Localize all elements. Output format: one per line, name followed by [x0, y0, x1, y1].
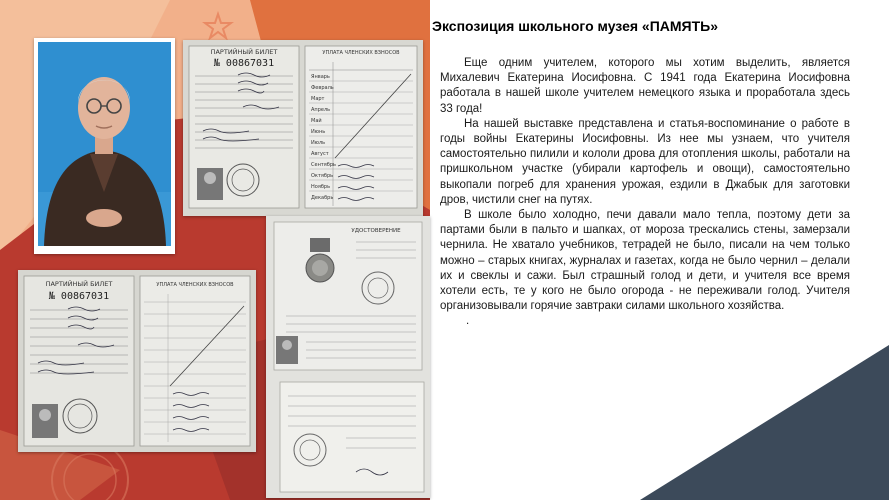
month-4: Апрель	[311, 107, 331, 113]
paragraph-2: На нашей выставке представлена и статья-воспоминание о работе в годы войны Екатерины Иосифовны. Из нее мы узнаем, что учителя самостоятельно пилили и кололи дрова для отопления школы, работали на пришкольном участке (убирали картофель и овощи), самостоятельно выкопали погреб для хранения урожая, ездили в Джабык для заготовки дров, чистили снег на путях.	[440, 117, 850, 206]
party-card-image-2	[18, 270, 256, 452]
portrait-image	[38, 42, 171, 246]
month-8: Август	[311, 151, 329, 157]
month-2: Февраль	[311, 85, 334, 91]
party-card-heading: ПАРТИЙНЫЙ БИЛЕТ	[210, 48, 278, 56]
party-card-heading-2: ПАРТИЙНЫЙ БИЛЕТ	[45, 280, 113, 288]
month-5: Май	[311, 118, 322, 124]
certificate-image	[266, 216, 430, 498]
party-card-number: № 00867031	[213, 58, 275, 69]
dues-heading-2: УПЛАТА ЧЛЕНСКИХ ВЗНОСОВ	[156, 282, 234, 288]
month-10: Октябрь	[311, 173, 334, 179]
article-body	[440, 56, 850, 330]
dues-heading: УПЛАТА ЧЛЕНСКИХ ВЗНОСОВ	[322, 50, 400, 56]
paragraph-1: Еще одним учителем, которого мы хотим выделить, является Михалевич Екатерина Иосифовна. С 1941 года Екатерина Иосифовна работала в нашей школе учителем немецкого языка и проработала здесь 33 года!	[440, 57, 850, 115]
certificate-heading: УДОСТОВЕРЕНИЕ	[351, 228, 401, 234]
party-card-image	[183, 40, 423, 216]
portrait-photo	[34, 38, 175, 254]
month-11: Ноябрь	[311, 184, 331, 190]
party-card-photo-top	[183, 40, 423, 216]
page-title: Экспозиция школьного музея «ПАМЯТЬ»	[432, 18, 718, 34]
party-card-photo-bottom	[18, 270, 256, 452]
paragraph-3: В школе было холодно, печи давали мало тепла, поэтому дети за партами были в пальто и шапках, от мороза трескались стены, замерзали чернила. Не хватало учебников, тетрадей не было, писали на чем только можно – старых книгах, журналах и газетах, когда не было чернил – делали их и свеклы и сажи. Был страшный голод и дети, и учителя все время хотели есть, те у кого не было огорода - не переживали голод. Учителя организовывали горячие завтраки силами школьного хозяйства.	[440, 209, 850, 313]
month-6: Июнь	[311, 129, 326, 135]
teacher-portrait-icon	[38, 42, 171, 246]
month-12: Декабрь	[311, 195, 334, 201]
month-3: Март	[311, 96, 325, 102]
certificate-photo	[266, 216, 430, 498]
month-7: Июль	[311, 140, 326, 146]
month-9: Сентябрь	[311, 162, 336, 168]
month-1: Январь	[311, 74, 330, 80]
trailing-dot: .	[466, 315, 470, 328]
party-card-number-2: № 00867031	[48, 291, 110, 302]
